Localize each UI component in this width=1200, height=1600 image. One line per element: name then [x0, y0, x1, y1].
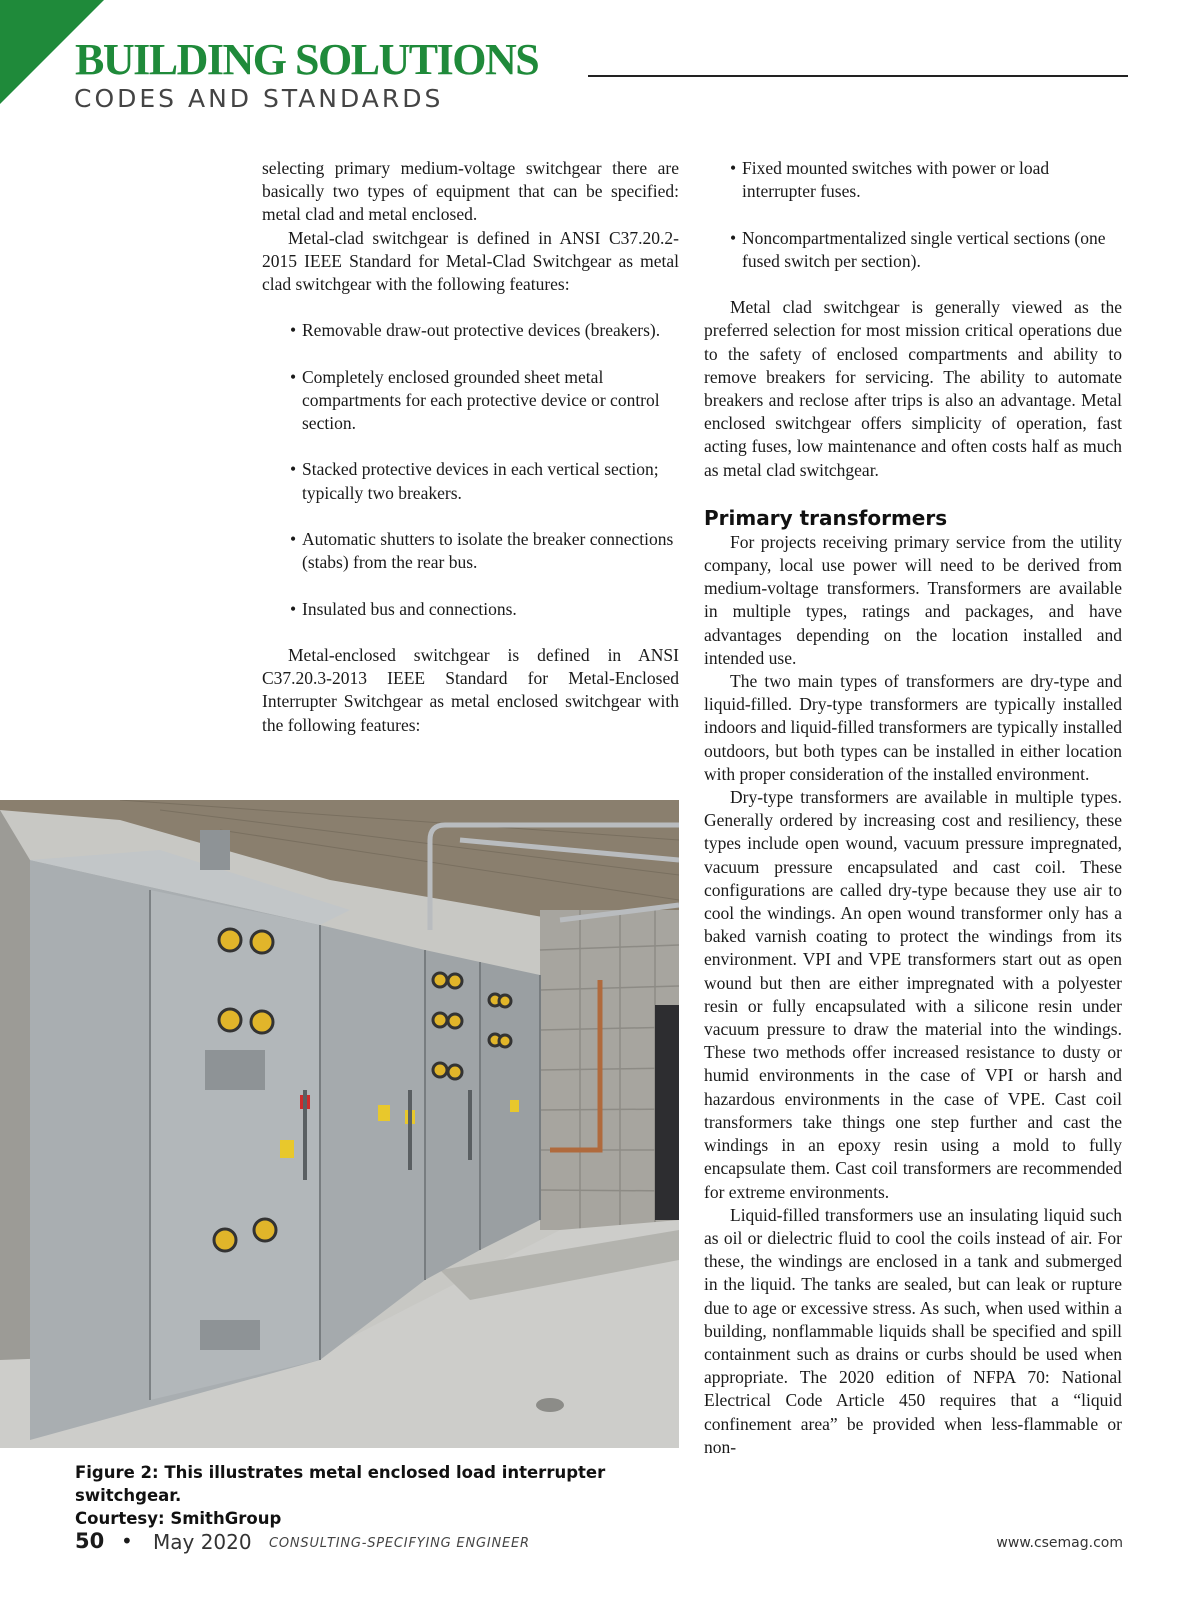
list-item: • Fixed mounted switches with power or load interrupter fuses. — [730, 158, 1050, 202]
bullet-icon: • — [290, 598, 297, 619]
metal-clad-features-list — [290, 319, 679, 621]
caption-credit: Courtesy: SmithGroup — [75, 1509, 282, 1528]
paragraph: Dry-type transformers are available in multiple types. Generally ordered by increasing cost and resiliency, these types include open wound, vacuum pressure impregnated, vacuum pressure encapsulated and cast coil. These configurations are called dry-type because they use air to cool the windings. An open wound transformer only has a baked varnish coating to protect the windings from its environment. VPI and VPE transformers start out as open wound but then are either impregnated with a polyester resin or fully encapsulated with a silicone resin under vacuum pressure to draw the material into the windings. These two methods offer increased resistance to dusty or humid environments in the case of VPI or harsh and hazardous environments in the case of VPE. Cast coil transformers take things one step further and cast the windings in an epoxy resin using a mold to fully encapsulate them. Cast coil transformers are recommended for extreme environments. — [704, 787, 1122, 1202]
left-text-column — [262, 157, 679, 737]
footer-separator: • — [121, 1529, 133, 1553]
bullet-icon: • — [730, 227, 737, 248]
section-subtitle: CODES AND STANDARDS — [74, 84, 444, 113]
list-item: • Completely enclosed grounded sheet metal compartments for each protective device or control section. — [290, 366, 660, 434]
list-item: • Automatic shutters to isolate the breaker connections (stabs) from the rear bus. — [290, 529, 674, 573]
list-item: • Noncompartmentalized single vertical sections (one fused switch per section). — [730, 227, 1106, 271]
page-number: 50 — [75, 1529, 105, 1553]
right-text-column — [704, 157, 1122, 1459]
bullet-icon: • — [290, 366, 297, 387]
bullet-icon: • — [290, 320, 297, 341]
section-brand-title: BUILDING SOLUTIONS — [75, 35, 539, 84]
list-item: • Stacked protective devices in each vertical section; typically two breakers. — [290, 459, 659, 503]
figure-caption — [75, 1461, 685, 1530]
bullet-icon: • — [730, 158, 737, 178]
page-footer — [75, 1529, 1123, 1559]
section-heading: Primary transformers — [704, 505, 948, 530]
caption-text: Figure 2: This illustrates metal enclosed load interrupter switchgear. — [75, 1463, 606, 1505]
paragraph: For projects receiving primary service from the utility company, local use power will need to be derived from medium-voltage transformers. Transformers are available in multiple types, ratings and packages, and have advantages depending on the location installed and intended use. — [704, 531, 1122, 668]
paragraph: The two main types of transformers are dry-type and liquid-filled. Dry-type transformers are typically installed indoors and liquid-filled transformers are typically installed outdoors, but both types can be installed in either location with proper consideration of the installed environment. — [704, 671, 1122, 784]
metal-enclosed-features-list — [730, 157, 1122, 273]
paragraph: Metal-clad switchgear is defined in ANSI C37.20.2-2015 IEEE Standard for Metal-Clad Switchgear as metal clad switchgear with the following features: — [262, 227, 679, 295]
list-item: • Insulated bus and connections. — [290, 598, 679, 621]
paragraph: Metal clad switchgear is generally viewed as the preferred selection for most mission critical operations due to the safety of enclosed compartments and ability to remove breakers for servicing. The ability to automate breakers and reclose after trips is also an advantage. Metal enclosed switchgear offers simplicity of operation, fast acting fuses, low maintenance and often costs half as much as metal clad switchgear. — [704, 297, 1122, 480]
switchgear-photo — [0, 800, 679, 1448]
switchgear-illustration — [0, 800, 679, 1448]
header-rule — [588, 75, 1128, 77]
paragraph: Liquid-filled transformers use an insulating liquid such as oil or dielectric fluid to cool the coils instead of air. For these, the windings are enclosed in a tank and submerged in the liquid. The tanks are sealed, but can leak or rupture due to age or excessive stress. As such, when used within a building, nonflammable liquids shall be specified and spill containment such as drains or curbs should be used when appropriate. The 2020 edition of NFPA 70: National Electrical Code Article 450 requires that a “liquid confinement area” be provided when less-flammable or non- — [704, 1204, 1122, 1457]
bullet-icon: • — [290, 529, 297, 549]
bullet-icon: • — [290, 459, 297, 480]
website-link[interactable]: www.csemag.com — [996, 1535, 1123, 1551]
list-item: • Removable draw-out protective devices (breakers). — [290, 319, 679, 342]
issue-date: May 2020 — [153, 1530, 252, 1554]
paragraph: Metal-enclosed switchgear is defined in ANSI C37.20.3-2013 IEEE Standard for Metal-Enclosed Interrupter Switchgear as metal enclosed switchgear with the following features: — [262, 644, 679, 735]
paragraph: selecting primary medium-voltage switchgear there are basically two types of equipment that can be specified: metal clad and metal enclosed. — [262, 158, 679, 225]
publication-name: CONSULTING-SPECIFYING ENGINEER — [269, 1536, 530, 1551]
